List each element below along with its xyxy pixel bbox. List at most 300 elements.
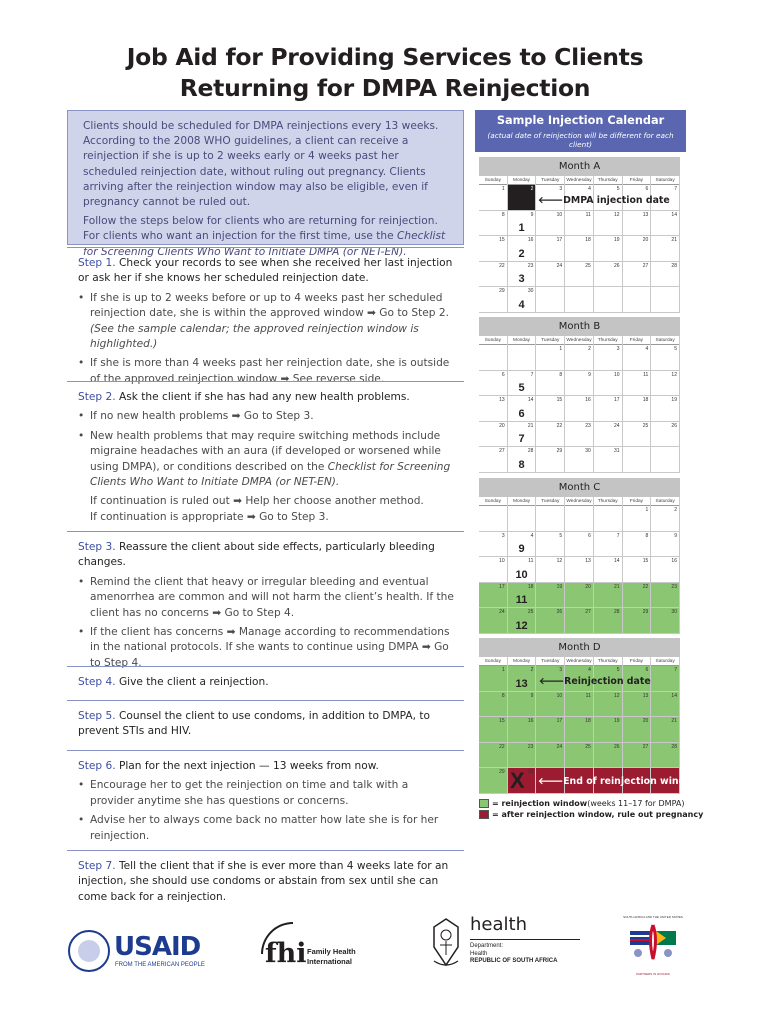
- weekday-label: Friday: [623, 497, 652, 506]
- calendar-day: [651, 262, 680, 288]
- day-number: 13: [585, 558, 591, 565]
- day-number: 15: [499, 718, 505, 725]
- week-number: 3: [518, 273, 525, 286]
- calendar-day: [508, 666, 537, 692]
- weekday-label: Thursday: [594, 497, 623, 506]
- calendar-day: [594, 743, 623, 769]
- intro-box: [67, 110, 464, 258]
- calendar-day: [651, 287, 680, 313]
- calendar-day: [536, 583, 565, 609]
- calendar-day: [623, 557, 652, 583]
- x-mark: X: [510, 768, 525, 793]
- day-number: 6: [645, 186, 649, 192]
- calendar-day: [623, 506, 652, 532]
- calendar-day: [594, 532, 623, 558]
- day-number: 28: [527, 448, 534, 455]
- day-number: 24: [556, 743, 563, 750]
- fhi-logo: fhi Family Health International: [257, 922, 367, 970]
- day-number: 6: [645, 667, 649, 673]
- day-number: 26: [614, 743, 620, 750]
- usaid-logo: USAID FROM THE AMERICAN PEOPLE: [68, 928, 185, 974]
- step-2-continuation-ok: If continuation is appropriate ➡ Go to Step 3.: [90, 510, 329, 523]
- calendar-day: [565, 532, 594, 558]
- calendar-day: [508, 608, 537, 634]
- day-number: 16: [585, 397, 591, 404]
- day-number: 22: [642, 583, 649, 590]
- day-number: 2: [674, 507, 677, 513]
- day-number: 19: [671, 397, 677, 404]
- day-number: 14: [671, 692, 677, 699]
- day-number: 20: [499, 422, 505, 429]
- weekday-label: Tuesday: [536, 657, 565, 666]
- calendar-day: [536, 557, 565, 583]
- day-number: 23: [527, 743, 534, 750]
- calendar-day: [565, 717, 594, 743]
- calendar-day: [594, 345, 623, 371]
- legend-after: = after reinjection window, rule out pregnancy: [479, 809, 703, 820]
- calendar-day: [565, 396, 594, 422]
- calendar-day: [508, 692, 537, 718]
- step-1-bullet-1: • If she is up to 2 weeks before or up to 4 weeks past her scheduled reinjection date, she is within the approved window ➡ Go to Step 2. (See the sample calendar; the approved reinjection window is highlighted.): [78, 291, 454, 353]
- day-number: 5: [559, 532, 563, 539]
- day-number: 8: [501, 692, 505, 699]
- day-number: 29: [642, 609, 649, 616]
- title-line-2: Returning for DMPA Reinjection: [179, 74, 591, 102]
- weekday-row: [479, 336, 680, 345]
- calendar-day: [651, 583, 680, 609]
- calendar-day: [479, 422, 508, 448]
- calendar-day: [565, 262, 594, 288]
- day-number: 30: [527, 769, 534, 776]
- pepfar-logo: SOUTH AFRICA AND THE UNITED STATES PARTNERS IN HIV/AIDS: [623, 915, 683, 976]
- day-number: 28: [614, 609, 620, 616]
- calendar-day: [536, 717, 565, 743]
- day-number: 14: [614, 558, 620, 565]
- month-b: [479, 317, 680, 473]
- week-number: 9: [518, 543, 525, 556]
- calendar-day: [651, 666, 680, 692]
- day-number: 14: [527, 397, 534, 404]
- day-number: 22: [556, 422, 563, 429]
- day-number: 25: [585, 743, 591, 750]
- calendar-day: [536, 506, 565, 532]
- calendar-day: [594, 692, 623, 718]
- calendar-day: [536, 287, 565, 313]
- step-4: Step 4. Give the client a reinjection.: [67, 666, 464, 699]
- weekday-label: Thursday: [594, 176, 623, 185]
- day-number: 9: [530, 211, 534, 218]
- weekday-label: Wednesday: [565, 657, 594, 666]
- calendar-day: [508, 345, 537, 371]
- day-number: 3: [559, 186, 563, 192]
- day-number: 18: [585, 237, 591, 244]
- day-number: 4: [588, 667, 591, 673]
- day-number: 14: [671, 211, 677, 218]
- calendar-day: [508, 422, 537, 448]
- calendar-day: [508, 532, 537, 558]
- calendar-day: [479, 185, 508, 211]
- calendar-day: [479, 236, 508, 262]
- week-number: 7: [518, 433, 525, 446]
- day-number: 26: [671, 422, 677, 429]
- calendar-day: [623, 422, 652, 448]
- month-grid: [479, 345, 680, 473]
- month-a: [479, 157, 680, 313]
- step-2-continuation-out: If continuation is ruled out ➡ Help her choose another method.: [90, 495, 424, 508]
- calendar-day: [536, 396, 565, 422]
- day-number: 13: [499, 397, 505, 404]
- day-number: 2: [588, 346, 591, 352]
- day-number: 12: [556, 558, 563, 565]
- calendar-day: [594, 717, 623, 743]
- day-number: 22: [499, 262, 505, 269]
- day-number: 1: [559, 346, 563, 352]
- day-number: 21: [527, 422, 534, 429]
- calendar-day: [565, 692, 594, 718]
- calendar-day: [479, 506, 508, 532]
- calendar-day: [651, 211, 680, 237]
- intro-paragraph-1: Clients should be scheduled for DMPA reinjections every 13 weeks. According to the 2008 WHO guidelines, a client can receive a reinjection if she is up to 2 weeks early or 4 weeks past her scheduled reinjection date, without ruling out pregnancy. Clients arriving after the reinjection window may also be eligible, even if pregnancy cannot be ruled out.: [83, 120, 439, 209]
- day-number: 1: [501, 667, 505, 673]
- step-7: Step 7. Tell the client that if she is ever more than 4 weeks late for an injection, she should use condoms or abstain from sex until she can come back for a reinjection.: [67, 850, 464, 910]
- calendar-day: [594, 557, 623, 583]
- calendar-day: [479, 557, 508, 583]
- calendar-day: [536, 236, 565, 262]
- day-number: 11: [585, 211, 591, 218]
- weekday-label: Thursday: [594, 657, 623, 666]
- day-number: 5: [674, 346, 677, 352]
- calendar-day: [479, 211, 508, 237]
- calendar-day: [479, 743, 508, 769]
- dmpa-injection-date-note: 🡐DMPA injection date: [538, 195, 670, 206]
- day-number: 27: [585, 609, 591, 616]
- day-number: 17: [499, 583, 505, 590]
- calendar-day: [623, 583, 652, 609]
- calendar-day: [651, 692, 680, 718]
- weekday-label: Sunday: [479, 336, 508, 345]
- day-number: 29: [556, 448, 563, 455]
- calendar-day: [594, 608, 623, 634]
- day-number: 20: [642, 718, 649, 725]
- calendar-day: [565, 422, 594, 448]
- calendar-day: [651, 447, 680, 473]
- day-number: 4: [645, 346, 649, 352]
- calendar-day: [623, 262, 652, 288]
- weekday-label: Sunday: [479, 497, 508, 506]
- legend-after-swatch: [479, 810, 489, 819]
- day-number: 25: [585, 262, 591, 269]
- calendar-day: [479, 532, 508, 558]
- calendar-day: [594, 236, 623, 262]
- step-3-bullet-1: • Remind the client that heavy or irregular bleeding and eventual amenorrhea are common and will not harm the client’s health. If the client has no concerns ➡ Go to Step 4.: [78, 575, 454, 621]
- calendar-day: [565, 557, 594, 583]
- day-number: 26: [556, 609, 563, 616]
- day-number: 4: [588, 186, 591, 192]
- step-2: Step 2. Ask the client if she has had any new health problems. • If no new health problems ➡ Go to Step 3. • New health problems that may require switching methods include migraine headaches with an aura (if developed or worsened while using DMPA), or conditions described on the Checklist for Screening Clients Who Want to Initiate DMPA (or NET-EN). If continuation is ruled out ➡ Help her choose another method. If continuation is appropriate ➡ Go to Step 3.: [67, 381, 464, 528]
- weekday-label: Friday: [623, 176, 652, 185]
- week-number: 6: [518, 407, 525, 420]
- end-of-window-note: 🡐End of reinjection window: [538, 776, 701, 787]
- day-number: 9: [530, 692, 534, 699]
- calendar-day: [651, 608, 680, 634]
- day-number: 23: [527, 262, 534, 269]
- day-number: 21: [671, 237, 677, 244]
- calendar-day: [565, 583, 594, 609]
- calendar-day: [536, 371, 565, 397]
- legend-window: = reinjection window (weeks 11–17 for DMPA): [479, 798, 703, 809]
- calendar-day: [508, 211, 537, 237]
- weekday-row: [479, 176, 680, 185]
- day-number: 8: [645, 532, 649, 539]
- day-number: 10: [499, 558, 505, 565]
- day-number: 16: [671, 558, 677, 565]
- title-line-1: Job Aid for Providing Services to Clients: [126, 43, 644, 71]
- day-number: 23: [671, 583, 677, 590]
- calendar-day: [594, 262, 623, 288]
- calendar-day: [508, 236, 537, 262]
- calendar-day: [594, 211, 623, 237]
- week-number: 1: [518, 222, 525, 235]
- weekday-label: Monday: [508, 176, 537, 185]
- calendar-day: [508, 287, 537, 313]
- usaid-seal-icon: [68, 930, 110, 972]
- calendar-day: [479, 345, 508, 371]
- calendar-day: [536, 211, 565, 237]
- calendar-day: [623, 447, 652, 473]
- day-number: 31: [614, 448, 620, 455]
- day-number: 15: [642, 558, 649, 565]
- calendar-day: [623, 287, 652, 313]
- day-number: 19: [614, 718, 620, 725]
- partnership-flags-icon: [622, 919, 684, 967]
- calendar-day: [651, 396, 680, 422]
- weekday-label: Sunday: [479, 176, 508, 185]
- day-number: 5: [616, 667, 620, 673]
- day-number: 12: [614, 692, 620, 699]
- day-number: 24: [499, 609, 505, 616]
- calendar-day: [536, 692, 565, 718]
- day-number: 25: [527, 609, 534, 616]
- day-number: 15: [556, 397, 563, 404]
- day-number: 3: [616, 346, 620, 352]
- step-6-bullet-2: • Advise her to always come back no matter how late she is for her reinjection.: [78, 813, 454, 844]
- day-number: 19: [556, 583, 563, 590]
- day-number: 20: [642, 237, 649, 244]
- calendar-day: [508, 262, 537, 288]
- day-number: 10: [556, 692, 563, 699]
- calendar-day: [479, 583, 508, 609]
- calendar-day: [479, 371, 508, 397]
- calendar-day: [565, 506, 594, 532]
- calendar-day: [479, 447, 508, 473]
- day-number: 10: [556, 211, 563, 218]
- calendar-day: [508, 185, 537, 211]
- week-number: 12: [515, 619, 528, 632]
- weekday-label: Saturday: [651, 657, 680, 666]
- weekday-label: Friday: [623, 336, 652, 345]
- calendar-day: [594, 371, 623, 397]
- step-2-bullet-2: • New health problems that may require switching methods include migraine headaches with an aura (if developed or worsened while using DMPA), or conditions described on the Checklist for Screening Clients Who Want to Initiate DMPA (or NET-EN).: [78, 429, 454, 491]
- calendar-day: [623, 692, 652, 718]
- calendar-day: [479, 768, 508, 794]
- day-number: 21: [614, 583, 620, 590]
- day-number: 2: [530, 186, 534, 192]
- calendar-day: [508, 447, 537, 473]
- calendar-legend: [479, 798, 703, 820]
- day-number: 30: [671, 609, 677, 616]
- week-number: 11: [515, 594, 528, 607]
- day-number: 17: [556, 237, 563, 244]
- calendar-day: [651, 532, 680, 558]
- day-number: 16: [527, 237, 534, 244]
- calendar-day: [623, 608, 652, 634]
- day-number: 6: [588, 532, 591, 539]
- day-number: 2: [530, 667, 534, 673]
- calendar-day: [594, 396, 623, 422]
- calendar-day: [623, 345, 652, 371]
- day-number: 7: [674, 667, 677, 673]
- day-number: 18: [642, 397, 649, 404]
- day-number: 13: [642, 692, 649, 699]
- day-number: 27: [642, 262, 649, 269]
- calendar-day: [536, 345, 565, 371]
- calendar-day: [536, 447, 565, 473]
- week-number: 5: [518, 382, 525, 395]
- step-1: Step 1. Check your records to see when she received her last injection or ask her if she knows her scheduled reinjection date. • If she is up to 2 weeks before or up to 4 weeks past her scheduled reinjection date, she is within the approved window ➡ Go to Step 2. (See the sample calendar; the approved reinjection window is highlighted.) • If she is more than 4 weeks past her reinjection date, she is outside of the approved reinjection window ➡ See reverse side.: [67, 247, 464, 379]
- calendar-day: [594, 506, 623, 532]
- calendar-day: [594, 583, 623, 609]
- week-number: 2: [518, 247, 525, 260]
- step-1-bullet-2: • If she is more than 4 weeks past her reinjection date, she is outside of the approved reinjection window ➡ See reverse side.: [78, 356, 454, 387]
- step-5: Step 5. Counsel the client to use condoms, in addition to DMPA, to prevent STIs and HIV.: [67, 700, 464, 749]
- calendar-day: [651, 236, 680, 262]
- calendar-day: [623, 211, 652, 237]
- day-number: 3: [559, 667, 563, 673]
- calendar-day: [565, 743, 594, 769]
- calendar-day: [479, 717, 508, 743]
- calendar-day: [623, 236, 652, 262]
- calendar-day: [536, 532, 565, 558]
- calendar-day: [565, 345, 594, 371]
- day-number: 25: [642, 422, 649, 429]
- weekday-label: Monday: [508, 336, 537, 345]
- weekday-label: Thursday: [594, 336, 623, 345]
- calendar-day: [508, 371, 537, 397]
- reinjection-date-note: 🡐Reinjection date: [539, 676, 651, 687]
- calendar-day: [623, 396, 652, 422]
- calendar-day: [508, 717, 537, 743]
- calendar-day: [651, 743, 680, 769]
- day-number: 7: [530, 371, 534, 378]
- intro-paragraph-2: Follow the steps below for clients who are returning for reinjection. For clients who want an injection for the first time, use the Checklist for Screening Clients Who Want to Initiate DMPA (or NET-EN).: [83, 215, 446, 258]
- calendar-day: [623, 532, 652, 558]
- calendar-day: [479, 287, 508, 313]
- weekday-label: Wednesday: [565, 176, 594, 185]
- legend-window-swatch: [479, 799, 489, 808]
- step-3: Step 3. Reassure the client about side effects, particularly bleeding changes. • Remind the client that heavy or irregular bleeding and eventual amenorrhea are common and will not harm the client’s health. If the client has no concerns ➡ Go to Step 4. • If the client has concerns ➡ Manage according to recommendations in the national protocols. If she wants to continue using DMPA ➡ Go to Step 4.: [67, 531, 464, 665]
- calendar-day: [565, 371, 594, 397]
- calendar-day: [479, 692, 508, 718]
- weekday-row: [479, 657, 680, 666]
- calendar-day: [536, 422, 565, 448]
- weekday-label: Wednesday: [565, 497, 594, 506]
- week-number: 10: [515, 568, 528, 581]
- week-number: 13: [515, 677, 528, 690]
- month-header: Month D: [479, 638, 680, 657]
- calendar-day: [565, 236, 594, 262]
- calendar-day: [651, 345, 680, 371]
- calendar-day: [565, 211, 594, 237]
- day-number: 1: [501, 186, 505, 192]
- calendar-day: [508, 396, 537, 422]
- day-number: 6: [501, 371, 505, 378]
- day-number: 11: [585, 692, 591, 699]
- calendar-day: [508, 583, 537, 609]
- calendar-header: [475, 110, 686, 152]
- day-number: 20: [585, 583, 591, 590]
- day-number: 19: [614, 237, 620, 244]
- weekday-label: Tuesday: [536, 497, 565, 506]
- week-number: 8: [518, 458, 525, 471]
- calendar-day: [565, 287, 594, 313]
- calendar-day: [508, 743, 537, 769]
- calendar-day: [594, 447, 623, 473]
- day-number: 8: [559, 371, 563, 378]
- calendar-day: [594, 287, 623, 313]
- day-number: 29: [499, 769, 505, 776]
- day-number: 9: [588, 371, 591, 378]
- day-number: 4: [530, 532, 534, 539]
- calendar-day: [536, 608, 565, 634]
- day-number: 9: [674, 532, 677, 539]
- day-number: 15: [499, 237, 505, 244]
- day-number: 23: [585, 422, 591, 429]
- weekday-label: Wednesday: [565, 336, 594, 345]
- coat-of-arms-icon: [430, 917, 462, 969]
- day-number: 7: [674, 186, 677, 192]
- week-number: 4: [518, 298, 525, 311]
- day-number: 28: [671, 743, 677, 750]
- calendar-title: Sample Injection Calendar: [496, 114, 665, 127]
- calendar-day: [479, 262, 508, 288]
- day-number: 24: [614, 422, 620, 429]
- month-c: [479, 478, 680, 634]
- calendar-day: [479, 608, 508, 634]
- day-number: 29: [499, 288, 505, 295]
- weekday-label: Saturday: [651, 336, 680, 345]
- calendar-day: [651, 506, 680, 532]
- weekday-label: Tuesday: [536, 336, 565, 345]
- calendar-day: [565, 608, 594, 634]
- calendar-day: [536, 262, 565, 288]
- day-number: 30: [527, 288, 534, 295]
- day-number: 1: [645, 507, 649, 513]
- day-number: 21: [671, 718, 677, 725]
- page-title: [0, 42, 770, 104]
- weekday-label: Tuesday: [536, 176, 565, 185]
- calendar-day: [508, 557, 537, 583]
- step-3-bullet-2: • If the client has concerns ➡ Manage according to recommendations in the national protocols. If she wants to continue using DMPA ➡ Go to Step 4.: [78, 625, 454, 671]
- day-number: 26: [614, 262, 620, 269]
- month-header: Month B: [479, 317, 680, 336]
- step-6: Step 6. Plan for the next injection — 13 weeks from now. • Encourage her to get the reinjection on time and talk with a provider anytime she has questions or concerns. • Advise her to always come back no matter how late she is for her reinjection.: [67, 750, 464, 848]
- day-number: 27: [642, 743, 649, 750]
- calendar-day: [623, 371, 652, 397]
- day-number: 24: [556, 262, 563, 269]
- weekday-row: [479, 497, 680, 506]
- month-grid: [479, 506, 680, 634]
- calendar-subtitle: (actual date of reinjection will be different for each client): [487, 131, 674, 149]
